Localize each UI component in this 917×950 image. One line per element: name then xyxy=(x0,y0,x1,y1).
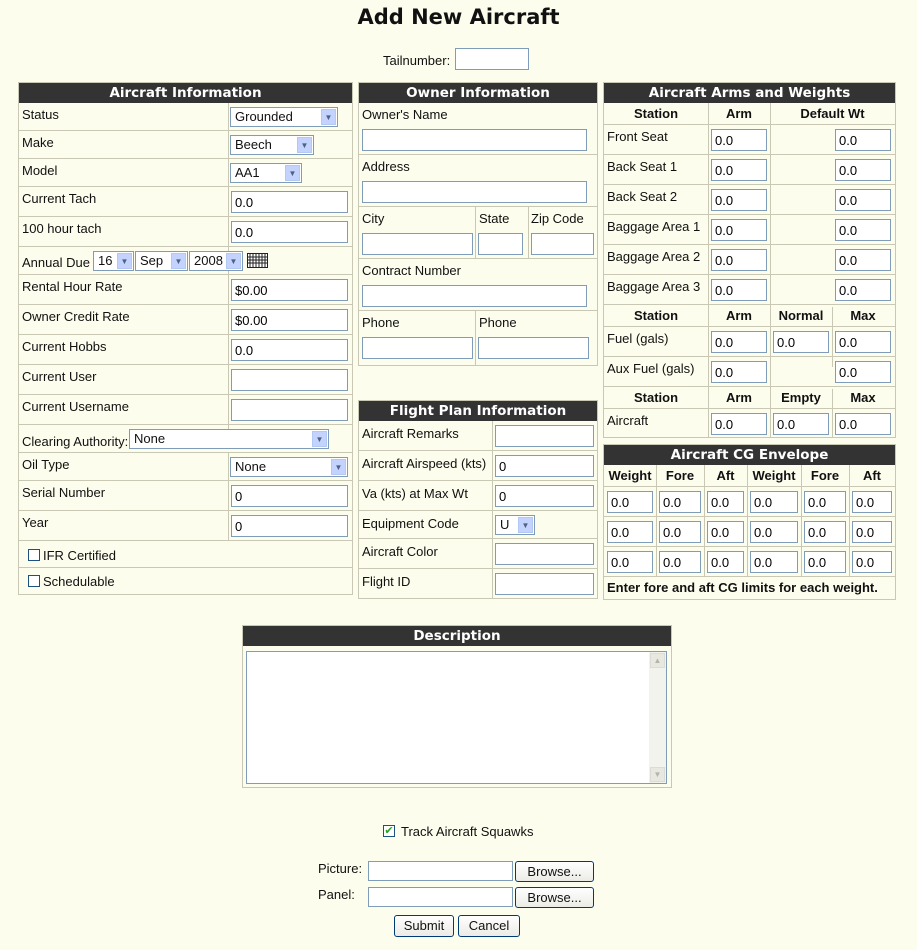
cg-cell-input[interactable] xyxy=(852,521,892,543)
col-station: Station xyxy=(633,106,679,121)
station-arm-input[interactable] xyxy=(711,129,767,151)
aircraft-info-panel xyxy=(18,82,353,595)
hobbs-input[interactable] xyxy=(231,339,348,361)
status-select[interactable]: Grounded ▼ xyxy=(230,107,338,127)
cg-col-header: Weight xyxy=(608,468,652,483)
arms-row xyxy=(604,155,895,185)
description-title: Description xyxy=(243,626,671,646)
year-label: Year xyxy=(22,515,49,530)
model-label: Model xyxy=(22,163,58,178)
annual-day-select[interactable]: 16 ▼ xyxy=(93,251,134,271)
cg-col-header: Aft xyxy=(862,468,882,483)
chevron-down-icon: ▼ xyxy=(312,431,327,447)
description-panel xyxy=(242,625,672,788)
cg-cell-input[interactable] xyxy=(659,521,701,543)
col-max: Max xyxy=(850,308,876,323)
col-normal: Normal xyxy=(778,308,824,323)
col-station: Station xyxy=(633,390,679,405)
rental-rate-input[interactable] xyxy=(231,279,348,301)
cg-cell-input[interactable] xyxy=(659,551,701,573)
schedulable-checkbox[interactable] xyxy=(28,575,40,587)
col-arm: Arm xyxy=(725,390,752,405)
cg-cell-input[interactable] xyxy=(804,491,846,513)
calendar-icon[interactable] xyxy=(247,253,268,268)
cg-cell-input[interactable] xyxy=(607,551,653,573)
chevron-down-icon: ▼ xyxy=(226,253,241,269)
description-scrollbar[interactable] xyxy=(649,652,666,783)
phone-2-label: Phone xyxy=(479,315,517,330)
zip-code-label: Zip Code xyxy=(531,211,584,226)
cg-row xyxy=(604,547,895,577)
cg-cell-input[interactable] xyxy=(750,491,798,513)
cg-col-header: Fore xyxy=(665,468,695,483)
owners-name-input[interactable] xyxy=(362,129,587,151)
scroll-up-icon[interactable]: ▲ xyxy=(650,653,665,668)
zip-code-input[interactable] xyxy=(531,233,594,255)
state-input[interactable] xyxy=(478,233,523,255)
equipment-code-select[interactable]: U ▼ xyxy=(495,515,535,535)
serial-number-label: Serial Number xyxy=(22,485,106,500)
arms-row xyxy=(604,125,895,155)
cg-cell-input[interactable] xyxy=(607,491,653,513)
owner-credit-label: Owner Credit Rate xyxy=(22,309,130,324)
airspeed-label: Aircraft Airspeed (kts) xyxy=(362,456,487,471)
cg-col-header: Aft xyxy=(716,468,735,483)
ifr-certified-checkbox[interactable] xyxy=(28,549,40,561)
panel-file-input[interactable] xyxy=(368,887,513,907)
cg-cell-input[interactable] xyxy=(852,491,892,513)
contract-number-label: Contract Number xyxy=(362,263,461,278)
station-label: Baggage Area 1 xyxy=(607,219,701,234)
cg-cell-input[interactable] xyxy=(852,551,892,573)
cg-cell-input[interactable] xyxy=(804,551,846,573)
schedulable-label: Schedulable xyxy=(43,574,115,589)
fuel-label: Fuel (gals) xyxy=(607,331,669,346)
aux-fuel-arm-input[interactable] xyxy=(711,361,767,383)
cg-cell-input[interactable] xyxy=(607,521,653,543)
station-weight-input[interactable] xyxy=(835,159,891,181)
track-squawks-label: Track Aircraft Squawks xyxy=(401,824,534,839)
aux-fuel-label: Aux Fuel (gals) xyxy=(607,361,695,376)
picture-browse-button[interactable]: Browse... xyxy=(515,861,594,882)
clearing-authority-label: Clearing Authority: xyxy=(22,434,129,449)
cg-cell-input[interactable] xyxy=(707,521,744,543)
hobbs-label: Current Hobbs xyxy=(22,339,107,354)
arms-row xyxy=(604,185,895,215)
phone-1-input[interactable] xyxy=(362,337,473,359)
station-weight-input[interactable] xyxy=(835,219,891,241)
hundred-hour-label: 100 hour tach xyxy=(22,221,102,236)
page-title: Add New Aircraft xyxy=(357,5,560,29)
chevron-down-icon: ▼ xyxy=(297,137,312,153)
flight-plan-title: Flight Plan Information xyxy=(359,401,597,421)
arms-row xyxy=(604,245,895,275)
fuel-normal-input[interactable] xyxy=(773,331,829,353)
rental-rate-label: Rental Hour Rate xyxy=(22,279,123,294)
oil-type-label: Oil Type xyxy=(22,457,70,472)
cg-cell-input[interactable] xyxy=(750,521,798,543)
station-arm-input[interactable] xyxy=(711,189,767,211)
aircraft-color-label: Aircraft Color xyxy=(362,544,438,559)
aircraft-label: Aircraft xyxy=(607,413,649,428)
owner-credit-input[interactable] xyxy=(231,309,348,331)
col-arm: Arm xyxy=(725,106,752,121)
cg-envelope-title: Aircraft CG Envelope xyxy=(604,445,895,465)
annual-due-label: Annual Due xyxy=(22,255,90,270)
picture-file-input[interactable] xyxy=(368,861,513,881)
station-arm-input[interactable] xyxy=(711,249,767,271)
aircraft-remarks-label: Aircraft Remarks xyxy=(362,426,459,441)
flight-id-input[interactable] xyxy=(495,573,594,595)
ifr-certified-label: IFR Certified xyxy=(43,548,116,563)
station-label: Front Seat xyxy=(607,129,668,144)
address-label: Address xyxy=(362,159,410,174)
annual-month-select[interactable]: Sep ▼ xyxy=(135,251,188,271)
address-input[interactable] xyxy=(362,181,587,203)
state-label: State xyxy=(479,211,510,226)
chevron-down-icon: ▼ xyxy=(171,253,186,269)
current-user-label: Current User xyxy=(22,369,97,384)
cancel-button[interactable]: Cancel xyxy=(458,915,520,937)
col-empty: Empty xyxy=(781,390,821,405)
serial-number-input[interactable] xyxy=(231,485,348,507)
cg-cell-input[interactable] xyxy=(707,551,744,573)
cg-cell-input[interactable] xyxy=(804,521,846,543)
phone-1-label: Phone xyxy=(362,315,400,330)
col-station: Station xyxy=(633,308,679,323)
tailnumber-label: Tailnumber: xyxy=(383,53,451,68)
tach-input[interactable] xyxy=(231,191,348,213)
cg-cell-input[interactable] xyxy=(707,491,744,513)
arms-weights-panel xyxy=(603,82,896,438)
annual-year-select[interactable]: 2008 ▼ xyxy=(189,251,243,271)
cg-row xyxy=(604,487,895,517)
current-username-input[interactable] xyxy=(231,399,348,421)
arms-row xyxy=(604,275,895,305)
aux-fuel-max-input[interactable] xyxy=(835,361,891,383)
station-label: Back Seat 1 xyxy=(607,159,678,174)
aircraft-arm-input[interactable] xyxy=(711,413,767,435)
station-label: Baggage Area 3 xyxy=(607,279,701,294)
hundred-hour-input[interactable] xyxy=(231,221,348,243)
col-max: Max xyxy=(850,390,876,405)
aircraft-remarks-input[interactable] xyxy=(495,425,594,447)
arms-row xyxy=(604,215,895,245)
station-weight-input[interactable] xyxy=(835,249,891,271)
current-username-label: Current Username xyxy=(22,399,129,414)
scroll-down-icon[interactable]: ▼ xyxy=(650,767,665,782)
city-label: City xyxy=(362,211,385,226)
flight-plan-panel xyxy=(358,400,598,599)
cg-col-header: Weight xyxy=(752,468,796,483)
chevron-down-icon: ▼ xyxy=(321,109,336,125)
clearing-authority-select[interactable]: None ▼ xyxy=(129,429,329,449)
cg-col-header: Fore xyxy=(810,468,840,483)
cg-note: Enter fore and aft CG limits for each weight. xyxy=(607,580,878,595)
fuel-arm-input[interactable] xyxy=(711,331,767,353)
owner-info-panel xyxy=(358,82,598,366)
tach-label: Current Tach xyxy=(22,191,97,206)
cg-envelope-panel xyxy=(603,444,896,600)
make-select[interactable]: Beech ▼ xyxy=(230,135,314,155)
description-textarea[interactable] xyxy=(246,651,667,784)
airspeed-input[interactable] xyxy=(495,455,594,477)
station-weight-input[interactable] xyxy=(835,279,891,301)
oil-type-select[interactable]: None ▼ xyxy=(230,457,348,477)
station-weight-input[interactable] xyxy=(835,129,891,151)
aircraft-empty-input[interactable] xyxy=(773,413,829,435)
equipment-code-label: Equipment Code xyxy=(362,516,459,531)
tailnumber-input[interactable] xyxy=(455,48,529,70)
cg-row xyxy=(604,517,895,547)
status-label: Status xyxy=(22,107,59,122)
chevron-down-icon: ▼ xyxy=(331,459,346,475)
year-input[interactable] xyxy=(231,515,348,537)
owners-name-label: Owner's Name xyxy=(362,107,448,122)
aircraft-max-input[interactable] xyxy=(835,413,891,435)
station-label: Back Seat 2 xyxy=(607,189,678,204)
chevron-down-icon: ▼ xyxy=(117,253,132,269)
station-weight-input[interactable] xyxy=(835,189,891,211)
owner-info-title: Owner Information xyxy=(359,83,597,103)
aircraft-info-title: Aircraft Information xyxy=(19,83,352,103)
cg-cell-input[interactable] xyxy=(750,551,798,573)
contract-number-input[interactable] xyxy=(362,285,587,307)
va-max-wt-label: Va (kts) at Max Wt xyxy=(362,486,468,501)
fuel-max-input[interactable] xyxy=(835,331,891,353)
city-input[interactable] xyxy=(362,233,473,255)
phone-2-input[interactable] xyxy=(478,337,589,359)
flight-id-label: Flight ID xyxy=(362,574,411,589)
cg-cell-input[interactable] xyxy=(659,491,701,513)
va-max-wt-input[interactable] xyxy=(495,485,594,507)
submit-button[interactable]: Submit xyxy=(394,915,454,937)
current-user-input[interactable] xyxy=(231,369,348,391)
picture-label: Picture: xyxy=(318,861,363,876)
station-arm-input[interactable] xyxy=(711,279,767,301)
col-arm: Arm xyxy=(725,308,752,323)
arms-weights-title: Aircraft Arms and Weights xyxy=(604,83,895,103)
make-label: Make xyxy=(22,135,54,150)
chevron-down-icon: ▼ xyxy=(285,165,300,181)
model-select[interactable]: AA1 ▼ xyxy=(230,163,302,183)
col-default-wt: Default Wt xyxy=(800,106,865,121)
aircraft-color-input[interactable] xyxy=(495,543,594,565)
station-arm-input[interactable] xyxy=(711,219,767,241)
station-label: Baggage Area 2 xyxy=(607,249,701,264)
panel-label: Panel: xyxy=(318,887,355,902)
station-arm-input[interactable] xyxy=(711,159,767,181)
chevron-down-icon: ▼ xyxy=(518,517,533,533)
track-squawks-checkbox[interactable]: ✔ xyxy=(384,825,394,837)
panel-browse-button[interactable]: Browse... xyxy=(515,887,594,908)
